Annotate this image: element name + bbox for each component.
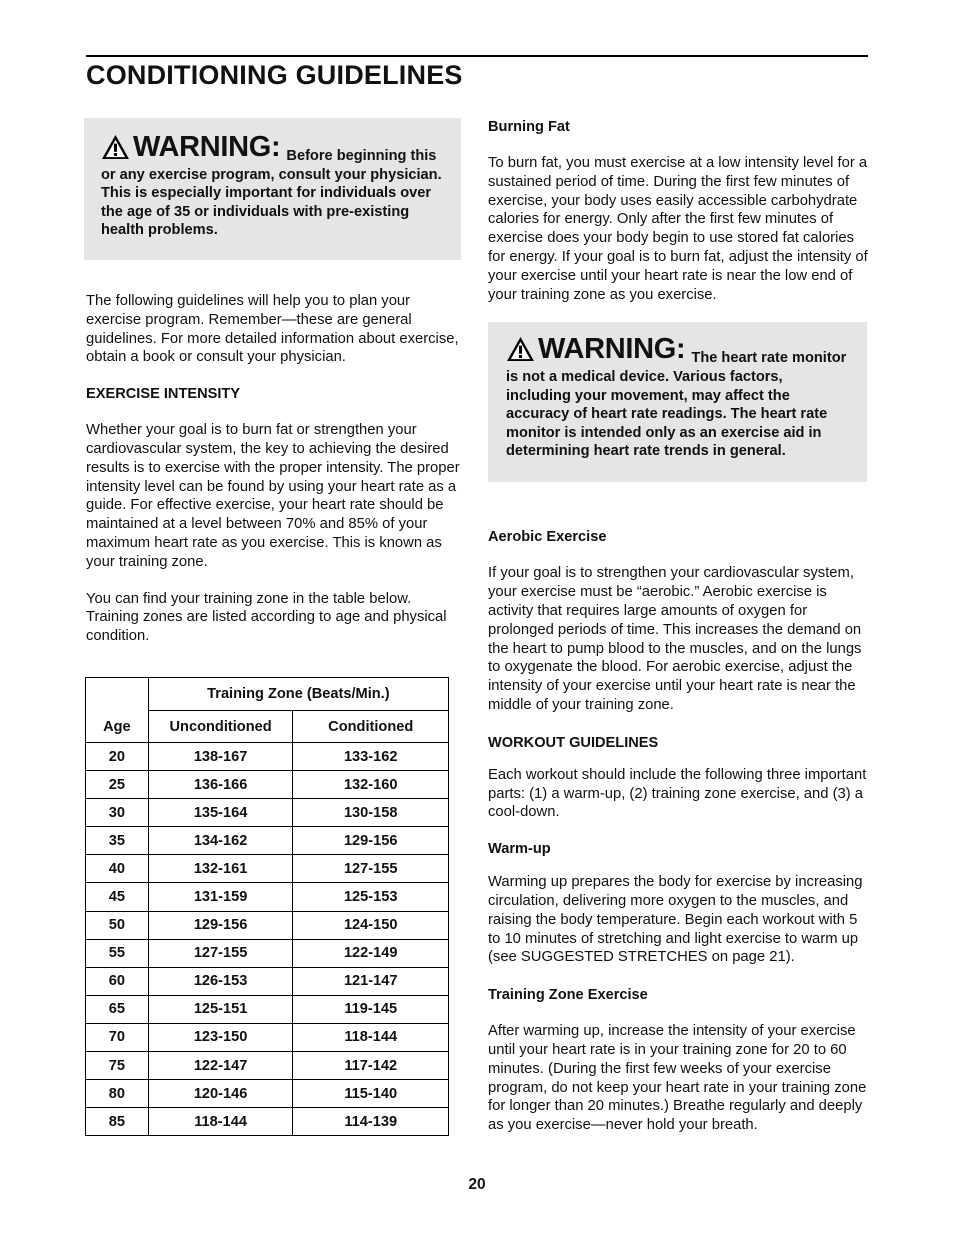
age-cell: 65 [86, 995, 149, 1023]
warmup-paragraph: Warming up prepares the body for exercise by increasing circulation, delivering more oxygen to the muscles, and raising the body temperature. Begin each workout with 5 to 10 minutes of stretching and light exercise to warm up (see SUGGESTED STRETCHES on page 21). [488, 874, 863, 966]
burning-fat-heading: Burning Fat [488, 119, 570, 135]
warning-text: The heart rate monitor is not a medical device. Various factors, including your movement, may affect the accuracy of heart rate readings. The heart rate monitor is intended only as an exercise aid in determining heart rate trends in general. [506, 350, 847, 460]
warning-box-2 [488, 322, 867, 482]
conditioned-cell: 121-147 [293, 967, 449, 995]
table-row [86, 771, 449, 799]
page-number: 20 [468, 1176, 486, 1193]
aerobic-paragraph: If your goal is to strengthen your cardiovascular system, your exercise must be “aerobic.” Aerobic exercise is activity that requires large amounts of oxygen for prolonged periods of time. This increases the demand on the heart to pump blood to the muscles, and on the lungs to oxygenate the blood. For aerobic exercise, adjust the intensity of your exercise until your heart rate is near the middle of your training zone. [488, 565, 862, 713]
unconditioned-cell: 131-159 [148, 883, 293, 911]
warning-triangle-icon [506, 336, 535, 362]
unconditioned-cell: 136-166 [148, 771, 293, 799]
unconditioned-cell: 122-147 [148, 1052, 293, 1080]
age-cell: 30 [86, 799, 149, 827]
table-row [86, 1052, 449, 1080]
unconditioned-cell: 120-146 [148, 1080, 293, 1108]
table-row [86, 911, 449, 939]
exercise-intensity-paragraph: Whether your goal is to burn fat or strengthen your cardiovascular system, the key to achieving the desired results is to exercise with the proper intensity. The proper intensity level can be found by using your heart rate as a guide. For effective exercise, your heart rate should be maintained at a level between 70% and 85% of your maximum heart rate as you exercise. This is known as your training zone. [86, 422, 460, 570]
warning-text: Before beginning this or any exercise program, consult your physician. This is especially important for individuals over the age of 35 or individuals with pre-existing health problems. [101, 148, 442, 239]
table-row [86, 1080, 449, 1108]
unconditioned-cell: 125-151 [148, 995, 293, 1023]
intro-paragraph: The following guidelines will help you to plan your exercise program. Remember—these are general guidelines. For more detailed information about exercise, obtain a book or consult your physician. [86, 293, 459, 366]
age-cell: 50 [86, 911, 149, 939]
unconditioned-cell: 132-161 [148, 855, 293, 883]
warning-label: WARNING: [538, 333, 686, 366]
age-cell: 75 [86, 1052, 149, 1080]
left-column [86, 118, 466, 646]
conditioned-cell: 132-160 [293, 771, 449, 799]
warning-label: WARNING: [133, 131, 281, 163]
age-cell: 45 [86, 883, 149, 911]
aerobic-heading: Aerobic Exercise [488, 529, 607, 546]
conditioned-cell: 119-145 [293, 995, 449, 1023]
table-row [86, 799, 449, 827]
right-column [488, 118, 868, 1135]
training-zone-exercise-paragraph: After warming up, increase the intensity of your exercise until your heart rate is in your training zone for 20 to 60 minutes. (During the first few weeks of your exercise program, do not keep your heart rate in your training zone for longer than 20 minutes.) Breathe regularly and deeply as you exercise—never hold your breath. [488, 1023, 867, 1134]
table-row [86, 743, 449, 771]
unconditioned-header: Unconditioned [148, 711, 293, 743]
unconditioned-cell: 135-164 [148, 799, 293, 827]
workout-guidelines-heading: WORKOUT GUIDELINES [488, 734, 659, 751]
age-cell: 40 [86, 855, 149, 883]
training-zone-table [85, 677, 449, 1136]
exercise-intensity-heading: EXERCISE INTENSITY [86, 386, 241, 403]
table-row [86, 883, 449, 911]
age-cell: 60 [86, 967, 149, 995]
training-zone-intro-paragraph: You can find your training zone in the table below. Training zones are listed according to age and physical condition. [86, 590, 447, 645]
conditioned-cell: 117-142 [293, 1052, 449, 1080]
conditioned-cell: 115-140 [293, 1080, 449, 1108]
age-cell: 20 [86, 743, 149, 771]
table-row [86, 967, 449, 995]
table-row [86, 827, 449, 855]
conditioned-cell: 125-153 [293, 883, 449, 911]
conditioned-cell: 124-150 [293, 911, 449, 939]
table-row [86, 1023, 449, 1051]
unconditioned-cell: 123-150 [148, 1023, 293, 1051]
age-cell: 70 [86, 1023, 149, 1051]
top-rule [86, 55, 868, 57]
conditioned-cell: 133-162 [293, 743, 449, 771]
page-title: CONDITIONING GUIDELINES [86, 60, 463, 90]
warning-triangle-icon [101, 134, 130, 160]
unconditioned-cell: 118-144 [148, 1108, 293, 1136]
training-zone-header: Training Zone (Beats/Min.) [148, 678, 448, 711]
table-row [86, 995, 449, 1023]
conditioned-cell: 114-139 [293, 1108, 449, 1136]
unconditioned-cell: 138-167 [148, 743, 293, 771]
conditioned-cell: 127-155 [293, 855, 449, 883]
conditioned-header: Conditioned [293, 711, 449, 743]
warmup-heading: Warm-up [488, 841, 551, 858]
table-row [86, 1108, 449, 1136]
age-header: Age [86, 678, 149, 743]
age-cell: 85 [86, 1108, 149, 1136]
age-cell: 55 [86, 939, 149, 967]
warning-box-1 [84, 118, 461, 260]
workout-guidelines-paragraph: Each workout should include the following three important parts: (1) a warm-up, (2) training zone exercise, and (3) a cool-down. [488, 766, 867, 821]
unconditioned-cell: 126-153 [148, 967, 293, 995]
unconditioned-cell: 129-156 [148, 911, 293, 939]
table-row [86, 939, 449, 967]
unconditioned-cell: 134-162 [148, 827, 293, 855]
age-cell: 25 [86, 771, 149, 799]
training-zone-exercise-heading: Training Zone Exercise [488, 987, 648, 1004]
age-cell: 35 [86, 827, 149, 855]
conditioned-cell: 122-149 [293, 939, 449, 967]
conditioned-cell: 118-144 [293, 1023, 449, 1051]
unconditioned-cell: 127-155 [148, 939, 293, 967]
age-cell: 80 [86, 1080, 149, 1108]
burning-fat-paragraph: To burn fat, you must exercise at a low intensity level for a sustained period of time. During the first few minutes of exercise, your body uses easily accessible carbohydrate calories for energy. Only after the first few minutes of exercise does your body begin to use stored fat calories for energy. If your goal is to burn fat, adjust the intensity of your exercise until your heart rate is near the low end of your training zone as you exercise. [488, 155, 868, 303]
conditioned-cell: 130-158 [293, 799, 449, 827]
table-row [86, 855, 449, 883]
conditioned-cell: 129-156 [293, 827, 449, 855]
